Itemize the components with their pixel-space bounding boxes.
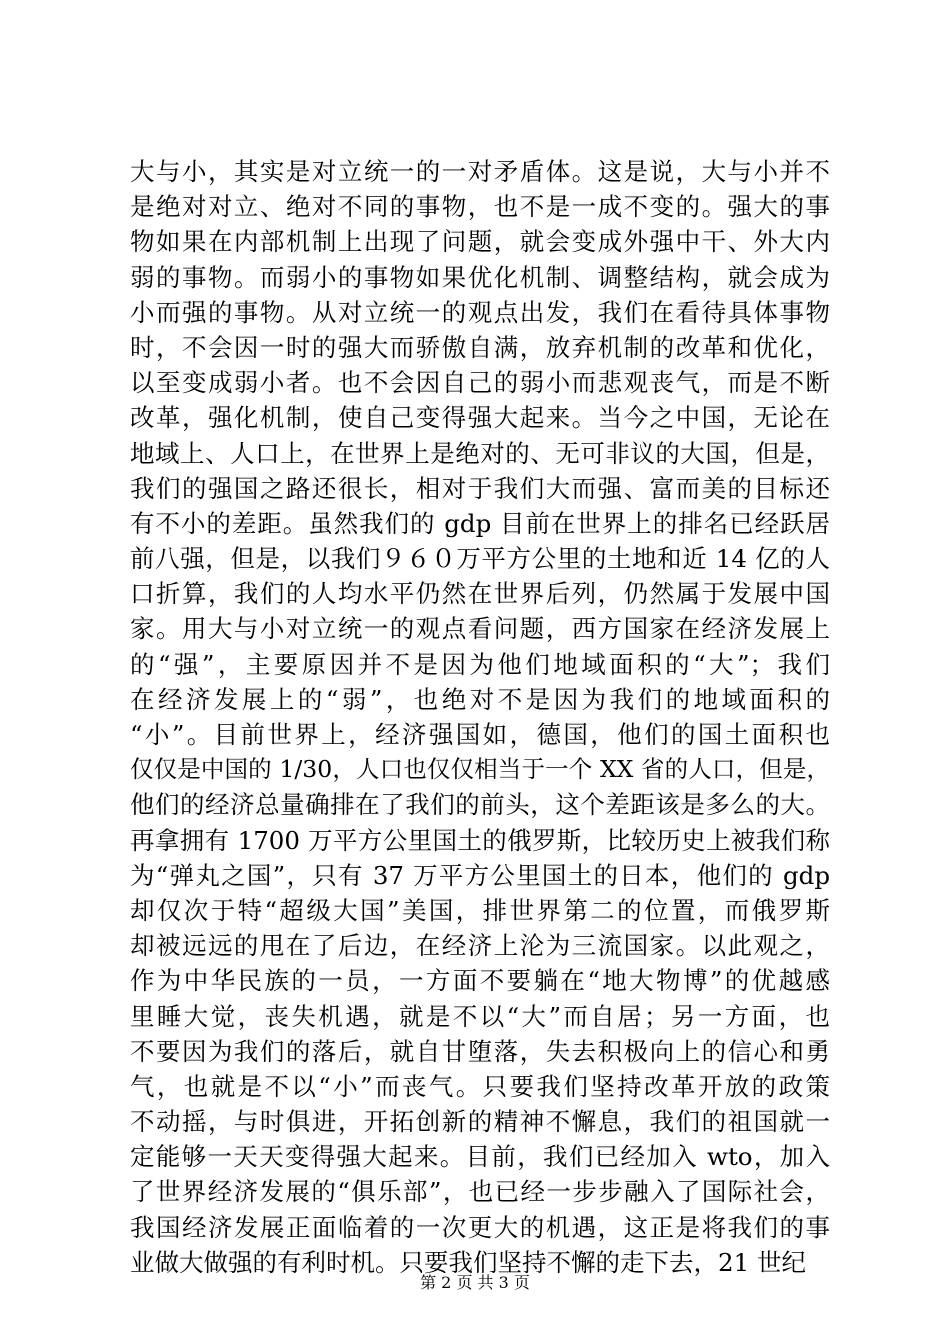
text-line: 大与小，其实是对立统一的一对矛盾体。这是说，大与小并不 bbox=[130, 157, 830, 186]
text-line: 我们的强国之路还很长，相对于我们大而强、富而美的目标还 bbox=[130, 473, 830, 503]
body-text bbox=[130, 154, 830, 1280]
text-line: 了世界经济发展的“俱乐部”，也已经一步步融入了国际社会， bbox=[130, 1177, 830, 1207]
text-line: 家。用大与小对立统一的观点看问题，西方国家在经济发展上 bbox=[130, 614, 830, 644]
text-line: 气，也就是不以“小”而丧气。只要我们坚持改革开放的政策 bbox=[130, 1071, 830, 1101]
text-line: 弱的事物。而弱小的事物如果优化机制、调整结构，就会成为 bbox=[130, 262, 830, 292]
text-line: 定能够一天天变得强大起来。目前，我们已经加入 wto，加入 bbox=[130, 1142, 830, 1172]
text-line: 时，不会因一时的强大而骄傲自满，放弃机制的改革和优化， bbox=[130, 332, 830, 362]
page-footer: 第 2 页 共 3 页 bbox=[420, 1273, 530, 1292]
text-line: 作为中华民族的一员，一方面不要躺在“地大物博”的优越感 bbox=[130, 966, 830, 996]
text-line: 以至变成弱小者。也不会因自己的弱小而悲观丧气，而是不断 bbox=[130, 368, 830, 398]
text-line: 业做大做强的有利时机。只要我们坚持不懈的走下去，21 世纪 bbox=[130, 1247, 806, 1277]
text-line: 不要因为我们的落后，就自甘堕落，失去积极向上的信心和勇 bbox=[130, 1036, 830, 1066]
text-line: 我国经济发展正面临着的一次更大的机遇，这正是将我们的事 bbox=[130, 1212, 830, 1242]
text-line: 物如果在内部机制上出现了问题，就会变成外强中干、外大内 bbox=[130, 227, 830, 257]
text-line: 小而强的事物。从对立统一的观点出发，我们在看待具体事物 bbox=[130, 297, 830, 327]
text-line: 却仅次于特“超级大国”美国，排世界第二的位置，而俄罗斯 bbox=[130, 895, 830, 925]
text-line: 为“弹丸之国”，只有 37 万平方公里国土的日本，他们的 gdp bbox=[130, 860, 830, 890]
text-line: “小”。目前世界上，经济强国如，德国，他们的国土面积也 bbox=[130, 720, 830, 749]
text-line: 仅仅是中国的 1/30，人口也仅仅相当于一个 XX 省的人口，但是， bbox=[130, 755, 830, 784]
text-line: 有不小的差距。虽然我们的 gdp 目前在世界上的排名已经跃居 bbox=[130, 508, 830, 538]
text-line: 在经济发展上的“弱”，也绝对不是因为我们的地域面积的 bbox=[130, 684, 830, 714]
text-line: 不动摇，与时俱进，开拓创新的精神不懈息，我们的祖国就一 bbox=[130, 1107, 830, 1137]
text-line: 他们的经济总量确排在了我们的前头，这个差距该是多么的大。 bbox=[130, 790, 830, 820]
text-line: 里睡大觉，丧失机遇，就是不以“大”而自居；另一方面，也 bbox=[130, 1001, 830, 1031]
text-line: 是绝对对立、绝对不同的事物，也不是一成不变的。强大的事 bbox=[130, 192, 830, 222]
text-line: 地域上、人口上，在世界上是绝对的、无可非议的大国，但是， bbox=[130, 438, 830, 468]
text-line: 口折算，我们的人均水平仍然在世界后列，仍然属于发展中国 bbox=[130, 579, 830, 609]
text-line: 再拿拥有 1700 万平方公里国土的俄罗斯，比较历史上被我们称 bbox=[130, 825, 830, 855]
text-line: 改革，强化机制，使自己变得强大起来。当今之中国，无论在 bbox=[130, 403, 830, 433]
text-line: 却被远远的甩在了后边，在经济上沦为三流国家。以此观之， bbox=[130, 931, 830, 961]
text-line: 的“强”，主要原因并不是因为他们地域面积的“大”；我们 bbox=[130, 649, 830, 679]
text-line: 前八强，但是，以我们９６０万平方公里的土地和近 14 亿的人 bbox=[130, 544, 830, 574]
